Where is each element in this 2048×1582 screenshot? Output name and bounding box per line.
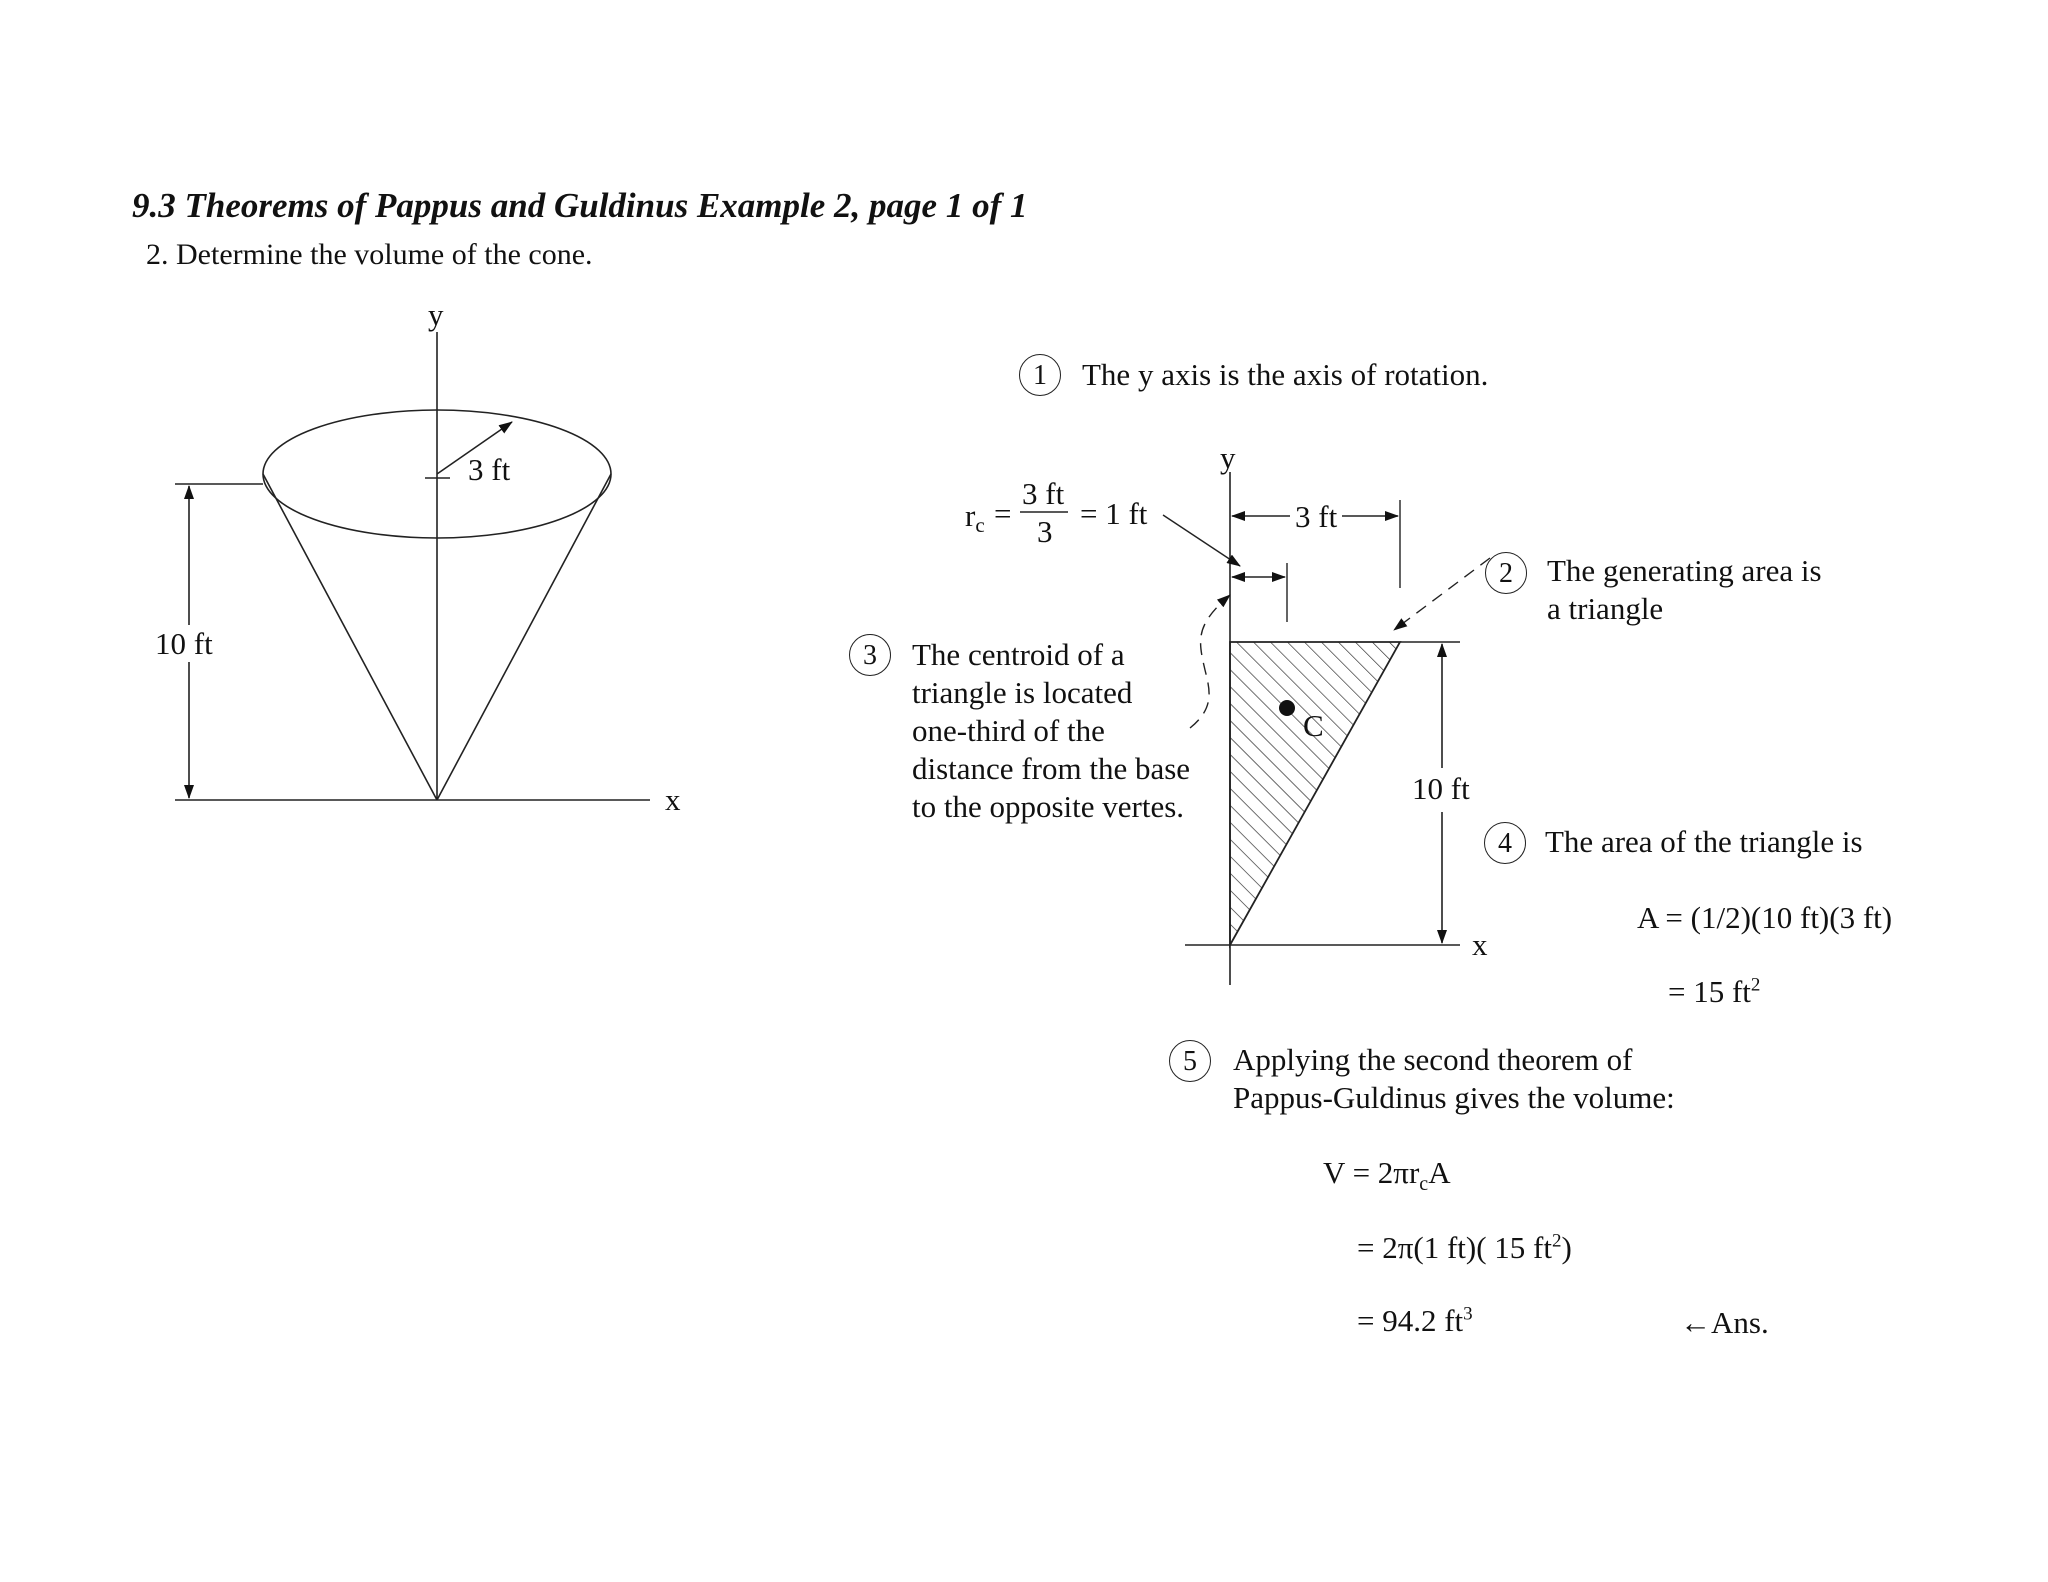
step-3-line: distance from the base bbox=[912, 751, 1191, 786]
volume-equation-line-1 bbox=[1323, 1155, 1451, 1196]
cone-radius-label: 3 ft bbox=[468, 452, 511, 487]
cone-right-side bbox=[437, 474, 611, 800]
cone-figure bbox=[155, 297, 681, 817]
step-5-marker: 5 bbox=[1169, 1040, 1211, 1082]
step-2-line: a triangle bbox=[1547, 591, 1664, 626]
answer-label: ←Ans. bbox=[1680, 1305, 1769, 1340]
cone-y-label: y bbox=[428, 297, 444, 332]
area-exponent: 2 bbox=[1750, 974, 1761, 996]
volume-substitution-close: ) bbox=[1561, 1230, 1572, 1265]
rc-numerator: 3 ft bbox=[1022, 476, 1065, 511]
step-4-text bbox=[1545, 823, 1863, 861]
step-3-line: to the opposite vertes. bbox=[912, 789, 1185, 824]
rc-denominator: 3 bbox=[1037, 514, 1053, 549]
area-equation-line-1: A = (1/2)(10 ft)(3 ft) bbox=[1637, 900, 1893, 935]
step-3-line: one-third of the bbox=[912, 713, 1105, 748]
volume-equation-line-3 bbox=[1357, 1303, 1473, 1339]
step-2-text bbox=[1547, 552, 1822, 628]
triangle-width-label: 3 ft bbox=[1295, 499, 1338, 534]
step-4-marker: 4 bbox=[1484, 822, 1526, 864]
cone-height-label: 10 ft bbox=[155, 626, 213, 661]
generating-triangle bbox=[1230, 642, 1400, 945]
cone-left-side bbox=[263, 474, 437, 800]
triangle-y-label: y bbox=[1220, 440, 1236, 475]
step-5-line: Applying the second theorem of bbox=[1233, 1042, 1633, 1077]
step-2-line: The generating area is bbox=[1547, 553, 1822, 588]
volume-substitution-exponent: 2 bbox=[1551, 1230, 1562, 1252]
rc-formula bbox=[965, 476, 1148, 549]
volume-result-exponent: 3 bbox=[1463, 1303, 1473, 1325]
volume-formula-lhs: V = 2πr bbox=[1323, 1155, 1420, 1190]
step-4-line: The area of the triangle is bbox=[1545, 824, 1863, 859]
volume-formula-subscript: c bbox=[1419, 1173, 1429, 1196]
rc-symbol: r bbox=[965, 498, 976, 533]
volume-formula-rhs: A bbox=[1428, 1155, 1451, 1190]
step-5-line: Pappus-Guldinus gives the volume: bbox=[1233, 1080, 1675, 1115]
volume-equation-line-2 bbox=[1357, 1230, 1572, 1266]
step3-leader bbox=[1190, 595, 1230, 728]
centroid-label: C bbox=[1303, 708, 1324, 743]
triangle-figure bbox=[1163, 440, 1490, 985]
triangle-x-label: x bbox=[1472, 927, 1488, 962]
svg-text:rc bbox=[965, 498, 985, 537]
step2-leader bbox=[1394, 558, 1490, 630]
rc-subscript: c bbox=[975, 513, 985, 537]
step-1-marker: 1 bbox=[1019, 354, 1061, 396]
page-title: 9.3 Theorems of Pappus and Guldinus Example 2, page 1 of 1 bbox=[132, 186, 1028, 225]
triangle-height-label: 10 ft bbox=[1412, 771, 1470, 806]
rc-result: = 1 ft bbox=[1080, 496, 1148, 531]
rc-leader bbox=[1163, 515, 1240, 566]
step-5-text bbox=[1233, 1041, 1675, 1117]
step-3-line: triangle is located bbox=[912, 675, 1133, 710]
volume-result: = 94.2 ft bbox=[1357, 1303, 1464, 1338]
step-3-line: The centroid of a bbox=[912, 637, 1125, 672]
step-1-line: The y axis is the axis of rotation. bbox=[1082, 357, 1489, 392]
centroid-dot bbox=[1279, 700, 1295, 716]
rc-equals: = bbox=[994, 496, 1012, 531]
step-1-text bbox=[1082, 356, 1488, 394]
step-3-text bbox=[912, 636, 1190, 826]
cone-x-label: x bbox=[665, 782, 681, 817]
problem-statement: 2. Determine the volume of the cone. bbox=[146, 238, 593, 271]
area-value: = 15 ft bbox=[1668, 974, 1751, 1009]
volume-substitution: = 2π(1 ft)( 15 ft bbox=[1357, 1230, 1552, 1265]
step-2-marker: 2 bbox=[1485, 552, 1527, 594]
step-3-marker: 3 bbox=[849, 634, 891, 676]
area-equation-line-2 bbox=[1668, 974, 1760, 1010]
